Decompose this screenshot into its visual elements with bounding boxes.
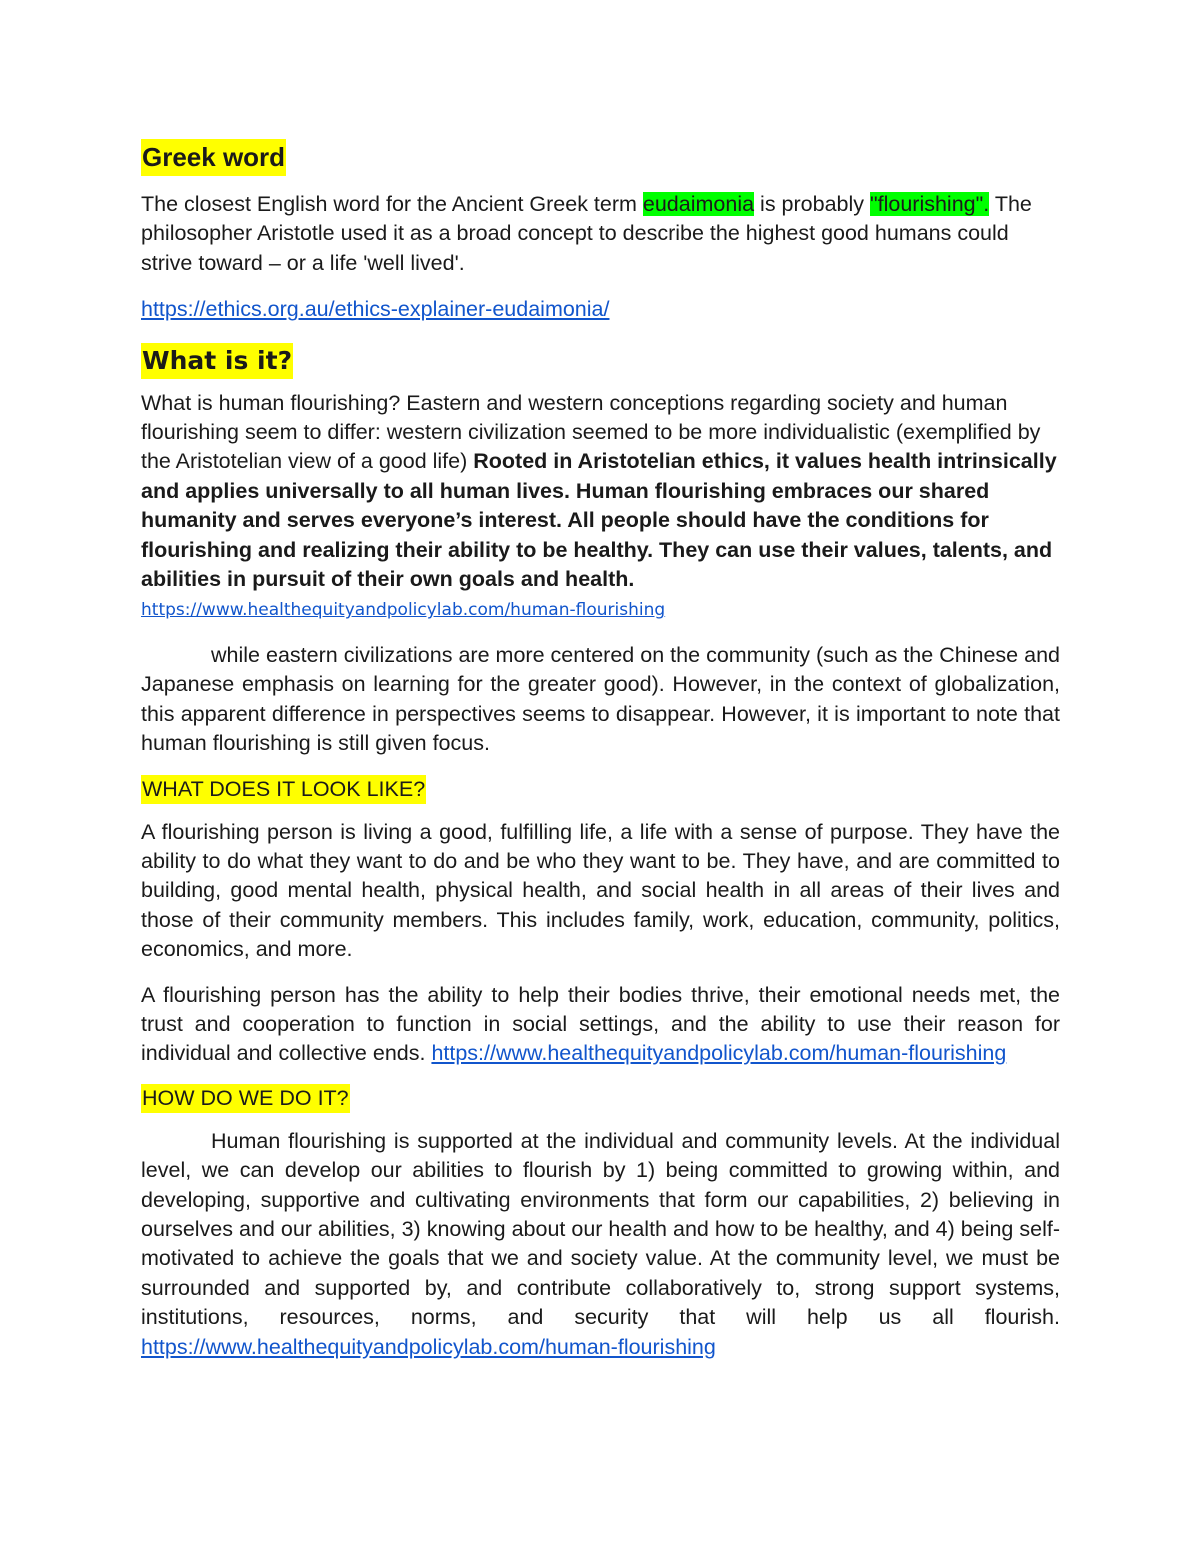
how-paragraph — [141, 1127, 1060, 1362]
what-text-plain: What is human flourishing? Eastern and western conceptions regarding society and human flourishing seem to differ: western civilization seemed to be more individualistic (exemplified by the Aristotelian view of a good life) — [141, 390, 1041, 474]
look-heading-block — [141, 775, 1060, 804]
greek-text-a: The closest English word for the Ancient Greek term — [141, 192, 643, 216]
what-is-it-heading: What is it? — [141, 343, 293, 379]
ethics-link[interactable]: https://ethics.org.au/ethics-explainer-eudaimonia/ — [141, 297, 610, 322]
greek-text-b: is probably — [754, 192, 870, 216]
eastern-paragraph: while eastern civilizations are more centered on the community (such as the Chinese and Japanese emphasis on learning for the greater good). However, in the context of globalization, this apparent difference in perspectives seems to disappear. However, it is important to note that human flourishing is still given focus. — [141, 642, 1060, 756]
greek-paragraph — [141, 190, 1060, 278]
health-equity-link-2[interactable]: https://www.healthequityandpolicylab.com/human-flourishing — [431, 1041, 1007, 1066]
what-heading-block — [141, 343, 1060, 379]
what-paragraph — [141, 389, 1060, 626]
look-paragraph-2 — [141, 981, 1060, 1069]
how-p1-text: Human flourishing is supported at the individual and community levels. At the individual level, we can develop our abilities to flourish by 1) being committed to growing within, and developing, supportive and cultivating environments that form our capabilities, 2) believing in ourselves and our abilities, 3) knowing about our health and how to be healthy, and 4) being self-motivated to achieve the goals that we and society value. At the community level, we must be surrounded and supported by, and contribute collaboratively to, strong support systems, institutions, resources, norms, and security that will help us all flourish. — [141, 1128, 1060, 1330]
look-paragraph-1: A flourishing person is living a good, fulfilling life, a life with a sense of purpose. They have the ability to do what they want to do and be who they want to be. They have, and are committed to building, good mental health, physical health, and social health in all areas of their lives and those of their community members. This includes family, work, education, community, politics, economics, and more. — [141, 819, 1060, 962]
greek-text-c: The philosopher Aristotle used it as a broad concept to describe the highest good humans could strive toward – or a life 'well lived'. — [141, 192, 1032, 275]
health-equity-link-3[interactable]: https://www.healthequityandpolicylab.com/human-flourishing — [141, 1334, 716, 1359]
ethics-link-line — [141, 295, 1060, 324]
term-flourishing: "flourishing". — [869, 192, 990, 216]
what-does-it-look-like-heading: WHAT DOES IT LOOK LIKE? — [141, 775, 426, 804]
look-p2-text: A flourishing person has the ability to help their bodies thrive, their emotional needs met, the trust and cooperation to function in social settings, and the ability to use their reason for individual and collective ends. — [141, 982, 1060, 1066]
greek-heading-block — [141, 139, 1060, 176]
how-heading-block — [141, 1084, 1060, 1113]
term-eudaimonia: eudaimonia — [642, 192, 755, 216]
how-do-we-do-it-heading: HOW DO WE DO IT? — [141, 1084, 350, 1113]
what-text-bold: Rooted in Aristotelian ethics, it values health intrinsically and applies universally to all human lives. Human flourishing embraces our shared humanity and serves everyone’s interest. All people should have the conditions for flourishing and realizing their ability to be healthy. They can use their values, talents, and abilities in pursuit of their own goals and health. — [141, 449, 1057, 592]
health-equity-link-1[interactable]: https://www.healthequityandpolicylab.com/human-flourishing — [141, 600, 666, 621]
greek-word-heading: Greek word — [141, 139, 286, 176]
